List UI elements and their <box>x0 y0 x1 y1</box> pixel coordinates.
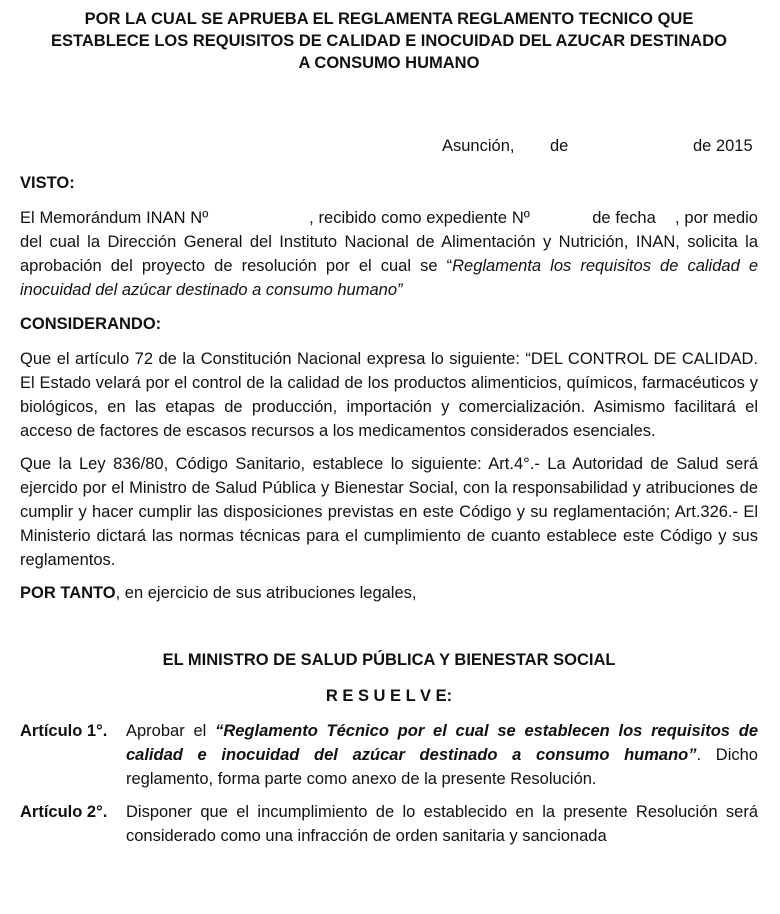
article-text-post: . Dicho reglamento, forma parte como anexo de la presente Resolución. <box>126 746 758 788</box>
article-text-pre: Aprobar el <box>126 722 216 740</box>
article-text <box>126 719 758 791</box>
document-page <box>20 8 763 848</box>
considerando-paragraph-1: Que el artículo 72 de la Constitución Nacional expresa lo siguiente: “DEL CONTROL DE CALIDAD. El Estado velará por el control de la calidad de los productos alimenticios, químicos, farmacéuticos y biológicos, en las etapas de producción, importación y comercialización. Asimismo facilitará el acceso de factores de escasos recursos a los medicamentos considerados esenciales. <box>20 350 758 440</box>
resuelve-heading: R E S U E L V E: <box>325 687 453 705</box>
por-tanto-label: POR TANTO <box>20 584 116 602</box>
article-label: Artículo 1°. <box>20 722 108 740</box>
considerando-paragraph-2: Que la Ley 836/80, Código Sanitario, establece lo siguiente: Art.4°.- La Autoridad de Salud será ejercido por el Ministro de Salud Pública y Bienestar Social, con la responsabilidad y atribuciones de cumplir y hacer cumplir las disposiciones previstas en este Código y su reglamentación; Art.326.- El Ministerio dictará las normas técnicas para el cumplimiento de cuanto establece este Código y sus reglamentos. <box>20 455 758 569</box>
title-line: A CONSUMO HUMANO <box>298 54 480 72</box>
por-tanto-text: , en ejercicio de sus atribuciones legales, <box>115 584 417 602</box>
title-line: ESTABLECE LOS REQUISITOS DE CALIDAD E INOCUIDAD DEL AZUCAR DESTINADO <box>51 32 727 50</box>
ministro-heading: EL MINISTRO DE SALUD PÚBLICA Y BIENESTAR SOCIAL <box>162 651 616 669</box>
considerando-heading: CONSIDERANDO: <box>20 315 162 333</box>
date-line <box>20 135 758 157</box>
article-label: Artículo 2°. <box>20 803 108 821</box>
visto-italic-text: Reglamenta los requisitos de calidad e inocuidad del azúcar destinado a consumo humano” <box>20 257 758 299</box>
article-text: Disponer que el incumplimiento de lo establecido en la presente Resolución será considerado como una infracción de orden sanitaria y sancionada <box>126 803 758 845</box>
visto-text: El Memorándum INAN Nº , recibido como expediente Nº de fecha , por medio del cual la Dirección General del Instituto Nacional de Alimentación y Nutrición, INAN, solicita la aprobación del proyecto de resolución por el cual se “ <box>20 209 763 275</box>
date-place: Asunción, <box>442 137 515 155</box>
date-de: de <box>550 137 569 155</box>
por-tanto-paragraph <box>20 581 758 605</box>
article-1 <box>20 719 758 791</box>
visto-paragraph <box>20 206 763 302</box>
date-year: de 2015 <box>693 137 753 155</box>
title-line: POR LA CUAL SE APRUEBA EL REGLAMENTA REGLAMENTO TECNICO QUE <box>84 10 694 28</box>
visto-heading: VISTO: <box>20 174 75 192</box>
article-2 <box>20 800 758 848</box>
document-title <box>20 8 758 74</box>
article-title-emphasis: “Reglamento Técnico por el cual se establecen los requisitos de calidad e inocuidad del azúcar destinado a consumo humano” <box>126 722 758 764</box>
